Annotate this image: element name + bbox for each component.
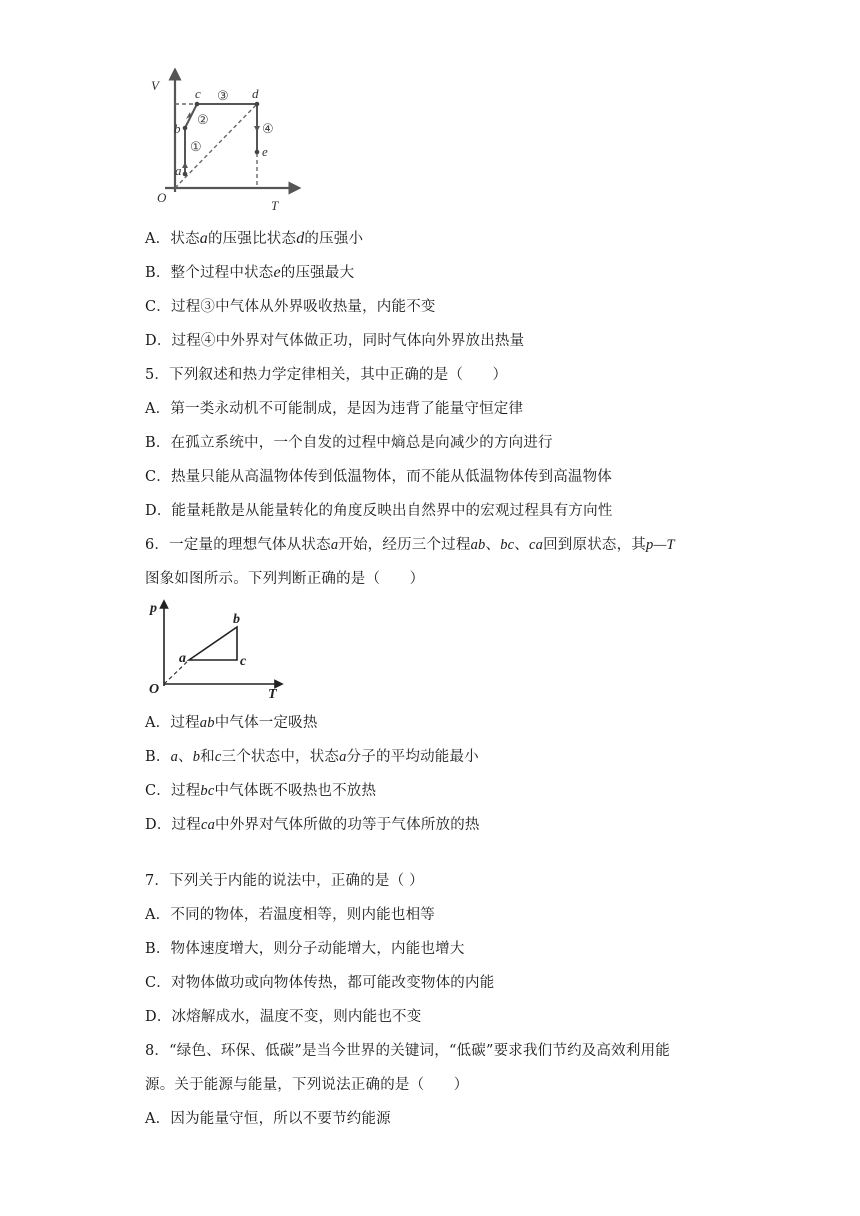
point-b-label: b [174,121,181,136]
process-3-mark: ③ [217,88,229,103]
q6-stem-line1: 6．一定量的理想气体从状态a开始，经历三个过程ab、bc、ca回到原状态，其p—T [145,537,675,553]
q7-option-a: A．不同的物体，若温度相等，则内能也相等 [145,907,435,923]
process-4-mark: ④ [262,121,274,136]
pt-point-b-label: b [233,612,240,627]
axis-t-label: T [271,198,279,213]
axis-v-label: V [151,78,159,93]
q4-option-a: A．状态a的压强比状态d的压强小 [145,230,364,247]
q4-option-c: C．过程③中气体从外界吸收热量，内能不变 [145,299,436,315]
q7-option-d: D．冰熔解成水，温度不变，则内能也不变 [145,1009,422,1025]
origin-label-2: O [149,682,160,697]
q7-option-b: B．物体速度增大，则分子动能增大，内能也增大 [145,941,465,957]
q8-option-a: A．因为能量守恒，所以不要节约能源 [145,1111,391,1127]
q6-stem-line2: 图象如图所示。下列判断正确的是（ ） [145,571,425,587]
q7-stem: 7．下列关于内能的说法中，正确的是（ ） [145,873,424,889]
pt-point-a-label: a [179,651,186,666]
q5-option-c: C．热量只能从高温物体传到低温物体，而不能从低温物体传到高温物体 [145,469,612,485]
q6-option-b: B．a、b和c三个状态中，状态a分子的平均动能最小 [145,749,479,765]
q6-option-d: D．过程ca中外界对气体所做的功等于气体所放的热 [145,817,480,833]
q6-option-a: A．过程ab中气体一定吸热 [145,715,318,731]
q7-option-c: C．对物体做功或向物体传热，都可能改变物体的内能 [145,975,495,991]
pt-diagram [145,596,295,702]
q4-option-d: D．过程④中外界对气体做正功，同时气体向外界放出热量 [145,333,525,349]
q5-stem: 5．下列叙述和热力学定律相关，其中正确的是（ ） [145,367,508,383]
axis-p-label: p [150,601,157,616]
point-a-label: a [175,163,182,178]
axis-t-label-2: T [268,687,277,702]
vt-diagram [145,68,305,218]
q6-option-c: C．过程bc中气体既不吸热也不放热 [145,783,377,799]
pt-point-c-label: c [240,654,247,669]
point-c-label: c [195,86,201,101]
q8-stem-line1: 8．“绿色、环保、低碳”是当今世界的关键词，“低碳”要求我们节约及高效利用能 [145,1043,670,1059]
process-2-mark: ② [197,112,209,127]
point-d-label: d [252,86,259,101]
origin-label: O [157,190,167,205]
point-e-label: e [262,144,268,159]
q5-option-b: B．在孤立系统中，一个自发的过程中熵总是向减少的方向进行 [145,435,553,451]
q8-stem-line2: 源。关于能源与能量，下列说法正确的是（ ） [145,1077,469,1093]
q5-option-d: D．能量耗散是从能量转化的角度反映出自然界中的宏观过程具有方向性 [145,503,613,519]
q5-option-a: A．第一类永动机不可能制成，是因为违背了能量守恒定律 [145,401,524,417]
process-1-mark: ① [190,139,202,154]
q4-option-b: B．整个过程中状态e的压强最大 [145,264,355,281]
